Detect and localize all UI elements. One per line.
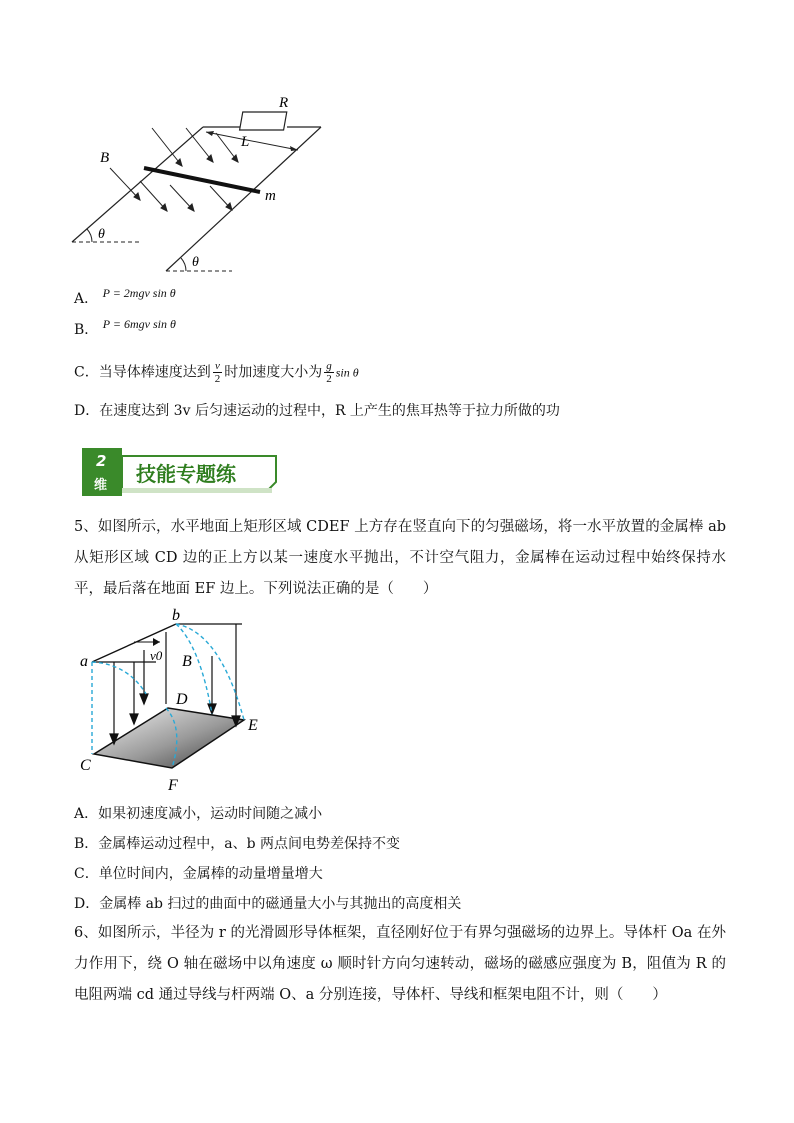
length-arrow [206, 132, 298, 150]
q5-option-A: A．如果初速度减小，运动时间随之减小 [74, 806, 323, 822]
banner-title: 技能专题练 [136, 462, 236, 486]
label-B: B [100, 150, 110, 166]
fraction-g-over-2: $\frac{g}{2}$ [326, 360, 332, 385]
option-A-prefix: A． [74, 291, 99, 307]
fraction-v-over-2: $\frac{v}{2}$ [214, 360, 221, 385]
label-v0: v0 [150, 648, 163, 663]
option-C-middle: 时加速度大小为 [224, 364, 323, 381]
label-L: L [241, 134, 250, 150]
banner-number: 2 [96, 452, 107, 470]
label-C: C [80, 757, 91, 774]
figure-magnetic-region [72, 606, 272, 796]
v0-arrowhead [153, 638, 160, 646]
banner-shadow [122, 488, 272, 493]
q6-stem: 6、如图所示，半径为 r 的光滑圆形导体框架，直径刚好位于有界匀强磁场的边界上。导体杆 Oa 在外力作用下，绕 O 轴在磁场中以角速度 ω 顺时针方向匀速转动，磁场的磁感应强度为 B，阻值为 R 的电阻两端 cd 通过导线与杆两端 O、a 分别连接，导体杆、导线和框架电阻不计，则（ ） [74, 925, 726, 1003]
label-F: F [168, 777, 178, 794]
banner-dim: 维 [94, 478, 108, 493]
label-theta-left: θ [98, 227, 105, 242]
field-arrows [110, 128, 238, 211]
angle-arc-right [181, 258, 186, 271]
q5-stem: 5、如图所示，水平地面上矩形区域 CDEF 上方存在竖直向下的匀强磁场，将一水平放置的金属棒 ab 从矩形区域 CD 边的正上方以某一速度水平抛出，不计空气阻力，金属棒在运动过程中始终保持水平，最后落在地面 EF 边上。下列说法正确的是（ ） [74, 519, 726, 597]
label-theta-right: θ [192, 255, 199, 270]
q4-option-D: D．在速度达到 3v 后匀速运动的过程中，R 上产生的焦耳热等于拉力所做的功 [74, 403, 560, 419]
option-A-formula: P = 2mgv sin θ [102, 286, 176, 300]
label-D: D [176, 691, 188, 708]
resistor [240, 112, 287, 130]
q5-option-C: C．单位时间内，金属棒的动量增量增大 [74, 866, 323, 882]
section-banner [80, 444, 280, 500]
angle-arc-left [87, 229, 92, 242]
option-B-prefix: B． [74, 322, 99, 338]
q4-option-B [74, 317, 176, 340]
q5-option-D: D．金属棒 ab 扫过的曲面中的磁通量大小与其抛出的高度相关 [74, 896, 462, 912]
option-B-formula: P = 6mgv sin θ [102, 317, 176, 331]
label-m: m [265, 188, 276, 204]
rod-ab [92, 624, 176, 662]
label-E: E [248, 717, 258, 734]
q5-option-B: B．金属棒运动过程中，a、b 两点间电势差保持不变 [74, 836, 401, 852]
option-C-prefix: C．当导体棒速度达到 [74, 364, 211, 381]
q4-option-A [74, 286, 176, 309]
label-b: b [172, 607, 180, 624]
conductor-bar [144, 168, 260, 192]
option-C-tail: sin θ [335, 365, 359, 380]
figure-inclined-rails [60, 88, 350, 278]
rail-left [72, 127, 203, 242]
q4-option-C [74, 360, 359, 385]
label-B: B [182, 653, 192, 670]
label-R: R [279, 95, 289, 111]
label-a: a [80, 653, 88, 670]
